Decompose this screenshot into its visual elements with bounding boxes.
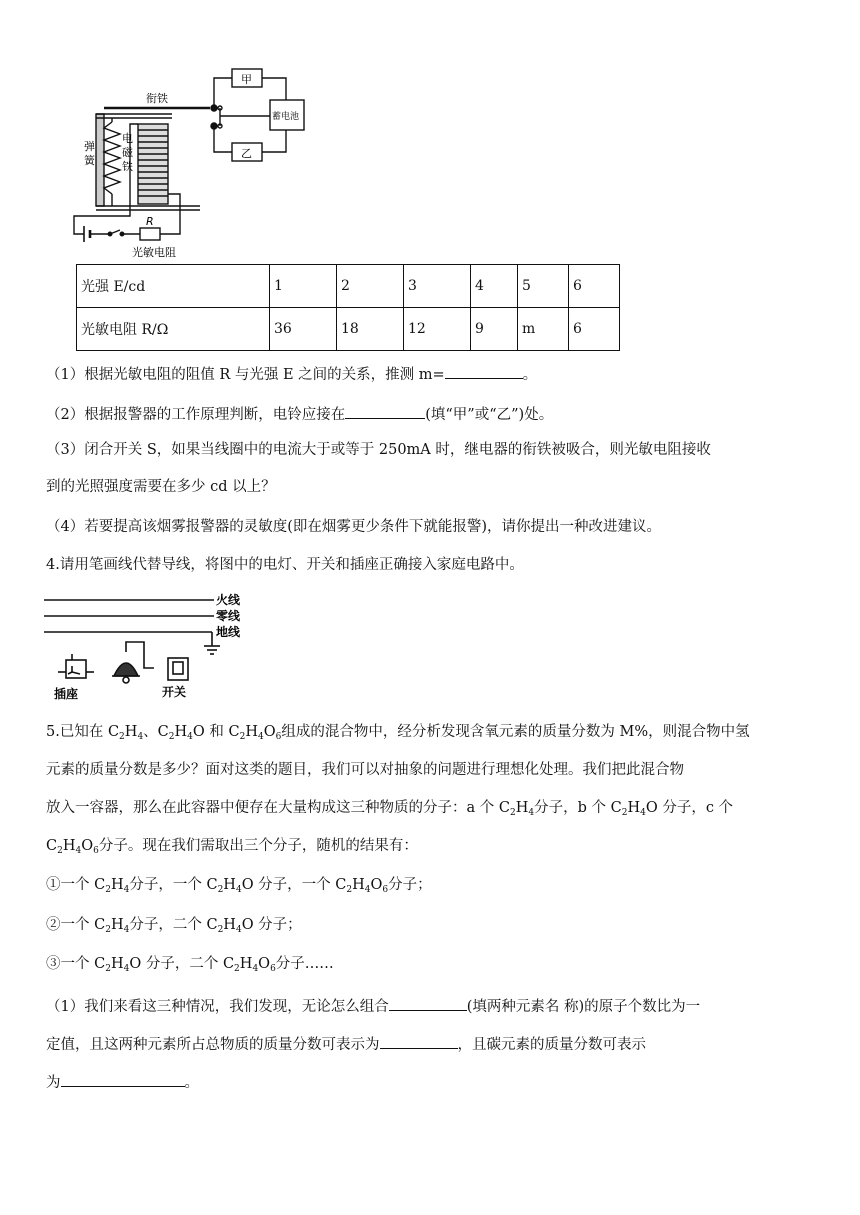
- table-cell: 4: [471, 265, 518, 308]
- q5-line3: 放入一容器，那么在此容器中便存在大量构成这三种物质的分子：a 个 $C_2H_4$分子，b 个 $C_2H_4O$ 分子，c 个: [46, 800, 734, 818]
- q3-part3-line2: 到的光照强度需要在多少 cd 以上？: [46, 479, 276, 495]
- q5-case1: ①一个 $C_2H_4$分子，一个 $C_2H_4O$ 分子，一个 $C_2H_4O_6$分子；: [46, 877, 432, 895]
- answer-blank-carbon[interactable]: [61, 1070, 185, 1087]
- table-cell: m: [518, 308, 569, 351]
- table-cell: 36: [270, 308, 337, 351]
- label-jia: 甲: [241, 73, 252, 86]
- label-xudianchi: 蓄电池: [272, 112, 300, 122]
- table-cell: 9: [471, 308, 518, 351]
- label-huoxian: 火线: [216, 593, 241, 607]
- q3-part2: （2）根据报警器的工作原理判断，电铃应接在 (填“甲”或“乙”)处。: [46, 402, 553, 425]
- table-cell: 1: [270, 265, 337, 308]
- label-diancitie: 电磁铁: [122, 132, 133, 173]
- q4-text: 4.请用笔画线代替导线，将图中的电灯、开关和插座正确接入家庭电路中。: [46, 557, 524, 573]
- label-lingxian: 零线: [216, 609, 241, 623]
- q3-part1: （1）根据光敏电阻的阻值 R 与光强 E 之间的关系，推测 m= 。: [46, 362, 537, 385]
- label-xiantie: 衔铁: [146, 92, 168, 105]
- label-kaiguan: 开关: [162, 685, 187, 699]
- light-resistance-table: [76, 264, 620, 351]
- label-yi: 乙: [241, 147, 252, 160]
- label-dixian: 地线: [216, 625, 241, 639]
- q5-case2: ②一个 $C_2H_4$分子，二个 $C_2H_4O$ 分子；: [46, 917, 302, 935]
- table-cell: 2: [337, 265, 404, 308]
- table-header-cell: 光强 E/cd: [77, 265, 270, 308]
- q3-part4: （4）若要提高该烟雾报警器的灵敏度(即在烟雾更少条件下就能报警)，请你提出一种改进建议。: [46, 519, 662, 535]
- q5-line1: 5.已知在 $C_2H_4$、$C_2H_4O$ 和 $C_2H_4O_6$组成的混合物中，经分析发现含氧元素的质量分数为 M%，则混合物中氢: [46, 724, 750, 742]
- table-cell: 6: [569, 265, 620, 308]
- q5-sub1-line1: （1）我们来看这三种情况，我们发现，无论怎么组合 (填两种元素名 称)的原子个数比为一: [46, 994, 700, 1017]
- table-header-cell: 光敏电阻 R/Ω: [77, 308, 270, 351]
- household-circuit-diagram: [44, 590, 254, 706]
- q5-line4: $C_2H_4O_6$分子。现在我们需取出三个分子，随机的结果有：: [46, 838, 418, 856]
- table-cell: 3: [404, 265, 471, 308]
- q5-sub1-line2: 定值，且这两种元素所占总物质的质量分数可表示为 ，且碳元素的质量分数可表示: [46, 1032, 646, 1055]
- label-tanhuang: 弹簧: [84, 140, 95, 167]
- table-cell: 5: [518, 265, 569, 308]
- label-guangmin: 光敏电阻: [132, 246, 176, 259]
- label-R: R: [146, 215, 154, 228]
- table-row: [77, 265, 620, 308]
- label-chazuo: 插座: [54, 687, 79, 701]
- table-row: [77, 308, 620, 351]
- q5-line2: 元素的质量分数是多少？面对这类的题目，我们可以对抽象的问题进行理想化处理。我们把此混合物: [46, 762, 684, 778]
- q5-case3: ③一个 $C_2H_4O$ 分子，二个 $C_2H_4O_6$分子……: [46, 956, 334, 974]
- relay-circuit-diagram: [60, 66, 330, 262]
- q3-part3-line1: （3）闭合开关 S，如果当线圈中的电流大于或等于 250mA 时，继电器的衔铁被吸合，则光敏电阻接收: [46, 442, 711, 458]
- answer-blank-bell[interactable]: [345, 402, 425, 419]
- answer-blank-fraction[interactable]: [380, 1032, 458, 1049]
- table-cell: 12: [404, 308, 471, 351]
- answer-blank-elements[interactable]: [389, 994, 467, 1011]
- table-cell: 18: [337, 308, 404, 351]
- table-cell: 6: [569, 308, 620, 351]
- answer-blank-m[interactable]: [445, 362, 523, 379]
- q5-sub1-line3: 为 。: [46, 1070, 199, 1093]
